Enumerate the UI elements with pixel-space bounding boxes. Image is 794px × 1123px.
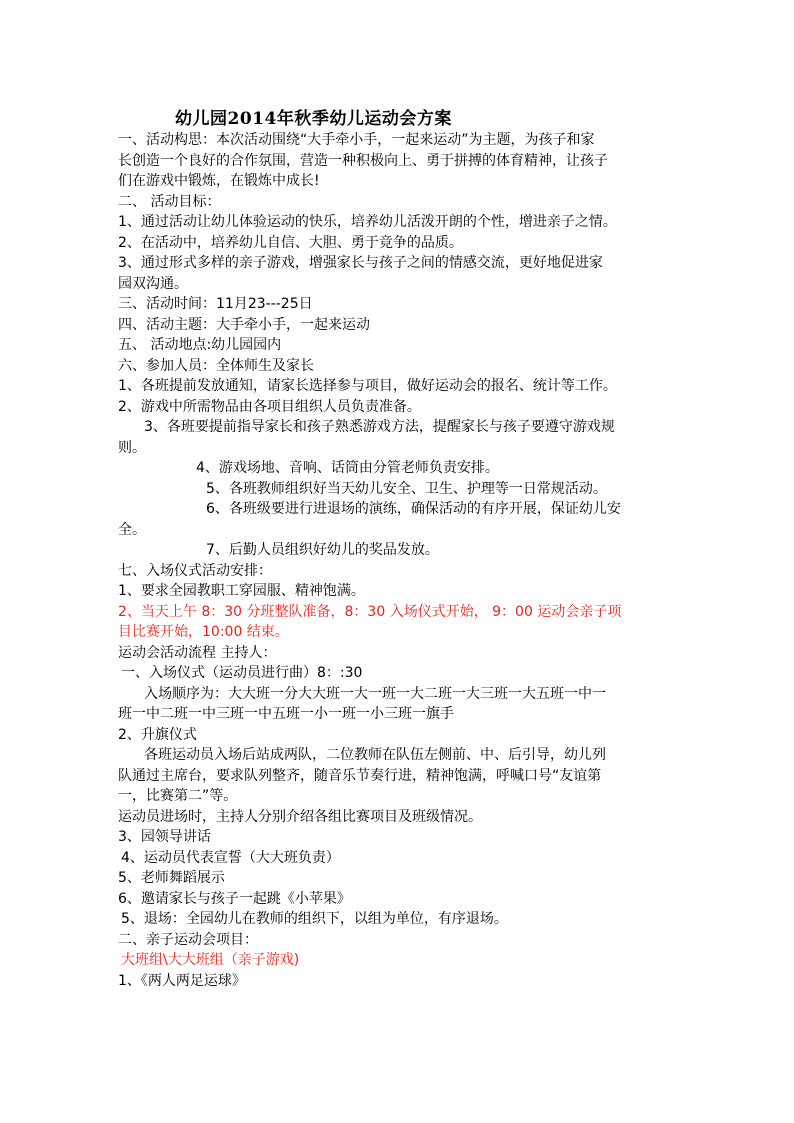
participant-item-3-line-2: 则。 <box>118 439 146 456</box>
flow-athlete-intro: 运动员进场时，主持人分别介绍各组比赛项目及班级情况。 <box>118 808 482 825</box>
goal-item-3-line-2: 园双沟通。 <box>118 275 188 292</box>
section-concept-line-1: 一、活动构思：本次活动围绕“大手牵小手，一起来运动”为主题，为孩子和家 <box>118 132 595 148</box>
flow-athlete-oath: 4、运动员代表宣誓（大大班负责） <box>121 849 340 866</box>
participant-item-1: 1、各班提前发放通知，请家长选择参与项目，做好运动会的报名、统计等工作。 <box>118 378 617 394</box>
participant-item-6-line-1: 6、各班级要进行进退场的演练，确保活动的有序开展，保证幼儿安 <box>206 501 621 517</box>
participant-item-7: 7、后勤人员组织好幼儿的奖品发放。 <box>206 542 439 558</box>
flow-flag-detail-line-3: 一，比赛第二”等。 <box>118 788 238 804</box>
entrance-item-2-line-2: 目比赛开始，10:00 结束。 <box>118 624 289 640</box>
section-location: 五、 活动地点:幼儿园园内 <box>118 337 282 353</box>
flow-parent-child-dance: 6、邀请家长与孩子一起跳《小苹果》 <box>118 890 351 907</box>
document-title: 幼儿园2014年秋季幼儿运动会方案 <box>175 109 452 129</box>
section-theme: 四、活动主题：大手牵小手，一起来运动 <box>118 316 370 333</box>
section-goals-heading: 二、 活动目标： <box>118 193 221 210</box>
section-concept-line-3: 们在游戏中锻炼，在锻炼中成长! <box>118 173 320 189</box>
flow-leader-speech: 3、园领导讲话 <box>118 829 211 845</box>
goal-item-2: 2、在活动中，培养幼儿自信、大胆、勇于竞争的品质。 <box>118 234 463 251</box>
event-item-1: 1、《两人两足运球》 <box>118 972 246 989</box>
participant-item-5: 5、各班教师组织好当天幼儿安全、卫生、护理等一日常规活动。 <box>206 480 607 497</box>
flow-heading: 运动会活动流程 主持人： <box>118 644 277 661</box>
flow-entrance-order-line-2: 班一中二班一中三班一中五班一小一班一小三班一旗手 <box>118 706 454 722</box>
flow-flag-detail-line-1: 各班运动员入场后站成两队，二位教师在队伍左侧前、中、后引导，幼儿列 <box>144 747 606 763</box>
flow-flag-raising: 2、升旗仪式 <box>118 726 197 743</box>
events-group-heading: 大班组\大大班组（亲子游戏) <box>121 952 300 968</box>
section-concept-line-2: 长创造一个良好的合作氛围，营造一种积极向上、勇于拼搏的体育精神，让孩子 <box>118 152 608 169</box>
section-time: 三、活动时间：11月23---25日 <box>118 296 313 312</box>
entrance-item-1: 1、要求全园教职工穿园服、精神饱满。 <box>118 583 365 599</box>
flow-entrance-ceremony: 一、入场仪式（运动员进行曲）8：:30 <box>121 665 363 681</box>
flow-teacher-dance: 5、老师舞蹈展示 <box>118 870 225 886</box>
flow-entrance-order-line-1: 入场顺序为：大大班一分大大班一大一班一大二班一大三班一大五班一中一 <box>144 685 606 702</box>
participant-item-3-line-1: 3、各班要提前指导家长和孩子熟悉游戏方法，提醒家长与孩子要遵守游戏规 <box>144 419 615 435</box>
participant-item-2: 2、游戏中所需物品由各项目组织人员负责准备。 <box>118 398 421 415</box>
section-events-heading: 二、亲子运动会项目： <box>118 931 258 948</box>
goal-item-3-line-1: 3、通过形式多样的亲子游戏，增强家长与孩子之间的情感交流，更好地促进家 <box>118 255 603 271</box>
flow-flag-detail-line-2: 队通过主席台，要求队列整齐，随音乐节奏行进，精神饱满，呼喊口号“友谊第 <box>118 767 602 784</box>
section-participants: 六、参加人员：全体师生及家长 <box>118 357 314 374</box>
section-entrance-heading: 七、入场仪式活动安排： <box>118 562 272 579</box>
participant-item-4: 4、游戏场地、音响、话筒由分管老师负责安排。 <box>196 460 499 476</box>
document-body <box>118 130 684 991</box>
goal-item-1: 1、通过活动让幼儿体验运动的快乐，培养幼儿活泼开朗的个性，增进亲子之情。 <box>118 214 617 230</box>
entrance-item-2-line-1: 2、当天上午 8：30 分班整队准备，8：30 入场仪式开始， 9：00 运动会亲子项 <box>118 603 622 620</box>
flow-exit: 5、退场：全园幼儿在教师的组织下，以组为单位，有序退场。 <box>121 911 508 927</box>
participant-item-6-line-2: 全。 <box>118 521 146 538</box>
